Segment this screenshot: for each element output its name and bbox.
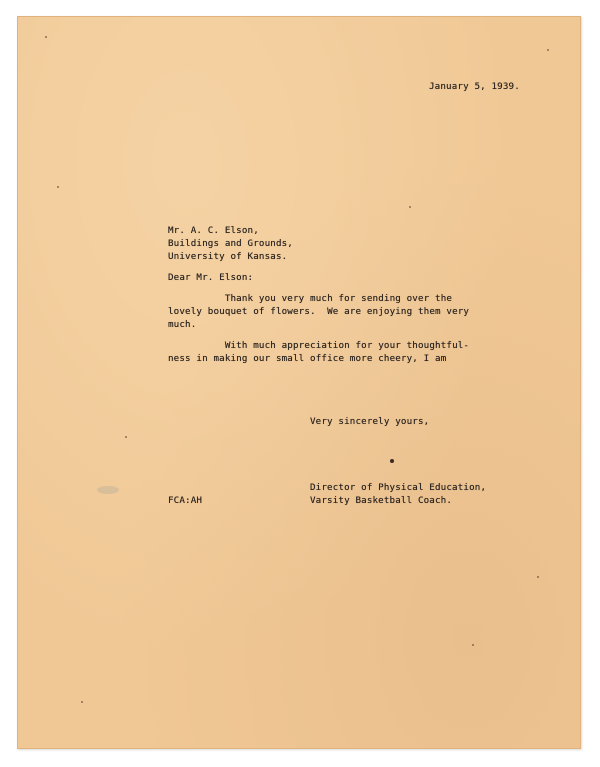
letter-date: January 5, 1939.	[429, 81, 520, 92]
recipient-department: Buildings and Grounds,	[168, 238, 293, 249]
paper-speck	[57, 186, 59, 188]
recipient-institution: University of Kansas.	[168, 251, 288, 262]
paper-speck	[537, 576, 539, 578]
paragraph-1-line-3: much.	[168, 319, 197, 330]
signature-title-line-2: Varsity Basketball Coach.	[310, 495, 453, 506]
signature-title-line-1: Director of Physical Education,	[310, 482, 487, 493]
paragraph-1-line-2: lovely bouquet of flowers. We are enjoying them very	[168, 306, 470, 317]
recipient-name: Mr. A. C. Elson,	[168, 225, 259, 236]
paper-speck	[81, 701, 83, 703]
paper-speck	[45, 36, 47, 38]
salutation: Dear Mr. Elson:	[168, 272, 254, 283]
paper-speck	[472, 644, 474, 646]
paragraph-2-line-2: ness in making our small office more cheery, I am	[168, 353, 447, 364]
paragraph-1-line-1: Thank you very much for sending over the	[168, 293, 453, 304]
paper-speck	[125, 436, 127, 438]
typist-initials: FCA:AH	[168, 495, 203, 506]
paper-smudge	[97, 486, 119, 494]
paper-speck	[409, 206, 411, 208]
letter-page	[17, 16, 581, 749]
paragraph-2-line-1: With much appreciation for your thoughtful-	[168, 340, 470, 351]
closing: Very sincerely yours,	[310, 416, 430, 427]
signature-mark	[390, 459, 394, 463]
paper-speck	[547, 49, 549, 51]
